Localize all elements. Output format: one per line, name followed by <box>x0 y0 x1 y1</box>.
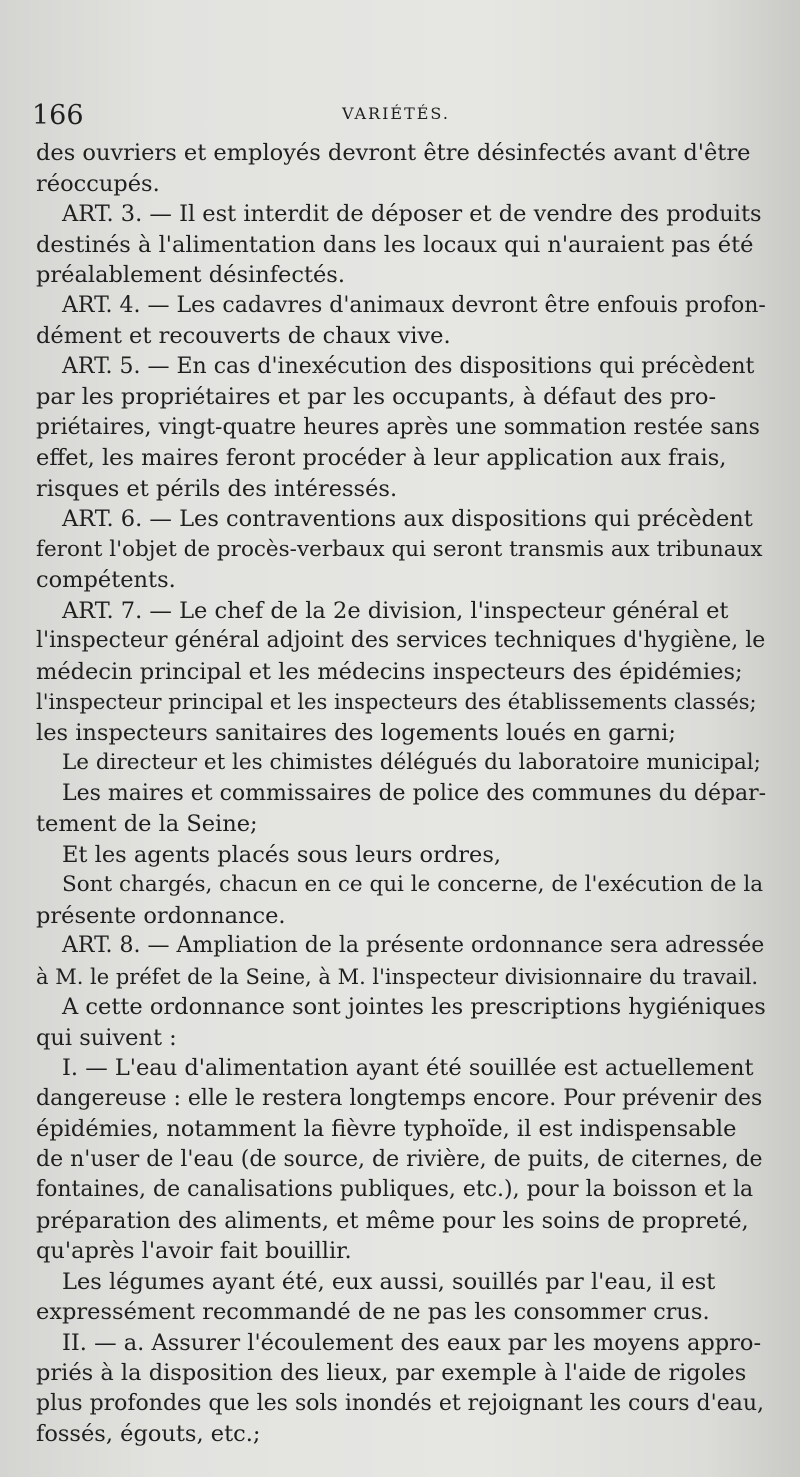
text-line: ART. 4. — Les cadavres d'animaux devront être enfouis profon- <box>62 292 766 318</box>
text-line: expressément recommandé de ne pas les consommer crus. <box>36 1299 710 1325</box>
text-line: feront l'objet de procès-verbaux qui seront transmis aux tribunaux <box>36 536 763 562</box>
text-line: I. — L'eau d'alimentation ayant été souillée est actuellement <box>62 1055 754 1081</box>
text-line: réoccupés. <box>36 170 160 197</box>
text-line: des ouvriers et employés devront être désinfectés avant d'être <box>36 140 751 166</box>
text-line: fontaines, de canalisations publiques, etc.), pour la boisson et la <box>36 1177 754 1202</box>
text-line: épidémies, notamment la fièvre typhoïde, il est indispensable <box>36 1116 737 1142</box>
body-text <box>36 138 766 1450</box>
text-line: préalablement désinfectés. <box>36 262 346 288</box>
text-line: destinés à l'alimentation dans les locaux qui n'auraient pas été <box>36 231 754 258</box>
text-line: Sont chargés, chacun en ce qui le concerne, de l'exécution de la <box>62 872 764 897</box>
text-line: présente ordonnance. <box>36 902 286 929</box>
text-line: compétents. <box>36 567 176 593</box>
text-line: qu'après l'avoir fait bouillir. <box>36 1238 352 1264</box>
text-line: II. — a. Assurer l'écoulement des eaux par les moyens appro- <box>62 1329 762 1356</box>
text-line: à M. le préfet de la Seine, à M. l'inspecteur divisionnaire du travail. <box>36 964 759 989</box>
text-line: ART. 6. — Les contraventions aux dispositions qui précèdent <box>62 506 753 532</box>
text-line: ART. 8. — Ampliation de la présente ordonnance sera adressée <box>62 933 765 958</box>
text-line: par les propriétaires et par les occupants, à défaut des pro- <box>36 384 717 410</box>
text-line: dangereuse : elle le restera longtemps encore. Pour prévenir des <box>36 1085 763 1111</box>
text-line: risques et périls des intéressés. <box>36 475 398 502</box>
text-line: les inspecteurs sanitaires des logements loués en garni; <box>36 719 676 746</box>
text-line: A cette ordonnance sont jointes les prescriptions hygiéniques <box>62 994 766 1020</box>
text-line: Le directeur et les chimistes délégués du laboratoire municipal; <box>62 750 761 775</box>
text-line: préparation des aliments, et même pour les soins de propreté, <box>36 1207 749 1234</box>
text-line: Les maires et commissaires de police des communes du dépar- <box>62 780 767 806</box>
text-line: fossés, égouts, etc.; <box>36 1421 261 1447</box>
text-line: priés à la disposition des lieux, par exemple à l'aide de rigoles <box>36 1360 747 1386</box>
running-head: VARIÉTÉS. <box>342 104 450 123</box>
text-line: effet, les maires feront procéder à leur application aux frais, <box>36 445 727 471</box>
text-line: qui suivent : <box>36 1024 177 1051</box>
text-line: Et les agents placés sous leurs ordres, <box>62 841 502 868</box>
text-line: priétaires, vingt-quatre heures après une sommation restée sans <box>36 414 760 440</box>
text-line: ART. 7. — Le chef de la 2e division, l'inspecteur général et <box>62 597 729 624</box>
text-line: ART. 3. — Il est interdit de déposer et de vendre des produits <box>62 201 762 227</box>
text-line: Les légumes ayant été, eux aussi, souillés par l'eau, il est <box>62 1268 716 1295</box>
page-number: 166 <box>32 100 84 131</box>
text-line: médecin principal et les médecins inspecteurs des épidémies; <box>36 658 743 685</box>
text-line: plus profondes que les sols inondés et rejoignant les cours d'eau, <box>36 1390 764 1416</box>
text-line: tement de la Seine; <box>36 811 258 837</box>
text-line: ART. 5. — En cas d'inexécution des dispositions qui précèdent <box>62 353 755 379</box>
text-line: l'inspecteur principal et les inspecteurs des établissements classés; <box>36 690 757 714</box>
page-header <box>32 100 762 140</box>
text-line: de n'user de l'eau (de source, de rivière, de puits, de citernes, de <box>36 1146 763 1172</box>
text-line: l'inspecteur général adjoint des services techniques d'hygiène, le <box>36 628 766 653</box>
text-line: dément et recouverts de chaux vive. <box>36 323 451 349</box>
